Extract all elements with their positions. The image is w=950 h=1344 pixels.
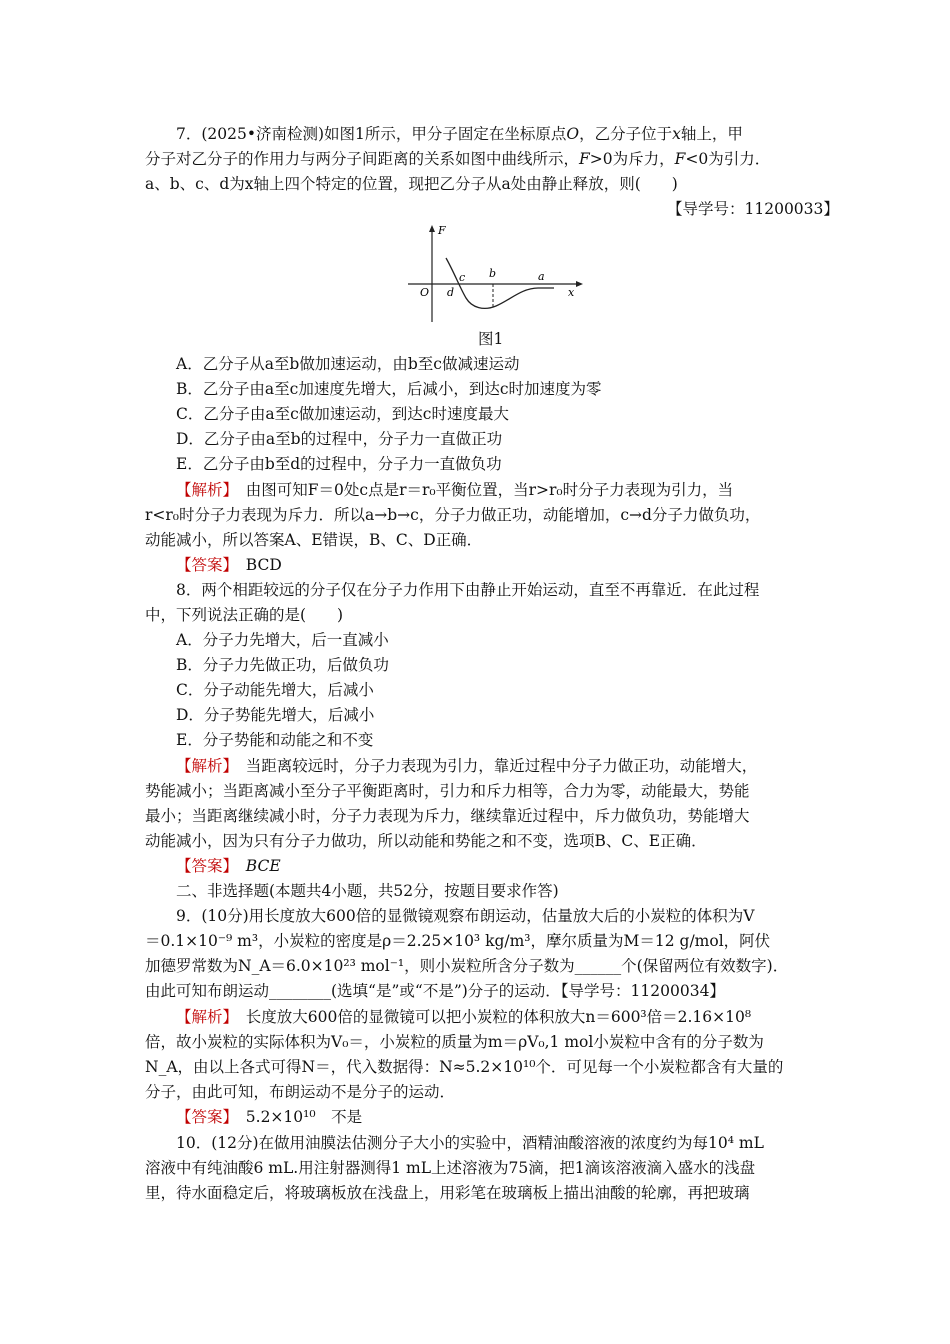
- q10-stem-line-2: 溶液中有纯油酸6 mL.用注射器测得1 mL上述溶液为75滴，把1滴该溶液滴入盛水的浅盘: [145, 1159, 756, 1177]
- q10-stem-line-3: 里，待水面稳定后，将玻璃板放在浅盘上，用彩笔在玻璃板上描出油酸的轮廓，再把玻璃: [145, 1184, 750, 1202]
- q7-stem-text: >0为斥力，: [589, 150, 675, 168]
- q7-origin-symbol: O: [566, 125, 580, 143]
- q7-stem-text: 轴上，甲: [680, 125, 743, 143]
- q7-option-d: D．乙分子由a至b的过程中，分子力一直做正功: [176, 430, 503, 448]
- q7-F-symbol: F: [674, 150, 686, 168]
- q7-analysis-line-3: 动能减小，所以答案A、E错误，B、C、D正确．: [145, 531, 483, 549]
- q9-stem-line-2: ＝0.1×10⁻⁹ m³，小炭粒的密度是ρ＝2.25×10³ kg/m³，摩尔质量为M＝12 g/mol，阿伏: [145, 932, 771, 950]
- q7-analysis-line-1: [176, 480, 733, 500]
- q7-F-symbol: F: [579, 150, 590, 168]
- q7-stem-line-1: [176, 124, 743, 144]
- q8-option-b: B．分子力先做正功，后做负功: [176, 656, 389, 674]
- q8-answer: [176, 856, 281, 876]
- q9-stem-line-3: 加德罗常数为N_A＝6.0×10²³ mol⁻¹，则小炭粒所含分子数为______个(保留两位有效数字)．: [145, 957, 789, 975]
- answer-tag: 【答案】: [176, 1108, 231, 1126]
- q9-analysis-line-3: N_A，由以上各式可得N＝，代入数据得：N≈5.2×10¹⁰个．可见每一个小炭粒都含有大量的: [145, 1058, 784, 1076]
- x-axis-label: x: [568, 286, 575, 299]
- answer-text: BCD: [245, 556, 282, 574]
- q7-x-symbol: x: [672, 125, 681, 143]
- analysis-tag: 【解析】: [176, 757, 231, 775]
- q9-stem-line-1: 9．(10分)用长度放大600倍的显微镜观察布朗运动，估量放大后的小炭粒的体积为V: [176, 907, 755, 925]
- point-b-label: b: [489, 267, 497, 280]
- q8-option-d: D．分子势能先增大，后减小: [176, 706, 375, 724]
- q7-option-c: C．乙分子由a至c做加速运动，到达c时速度最大: [176, 405, 509, 423]
- q7-stem-text: 7．(2025•济南检测)如图1所示，甲分子固定在坐标原点: [176, 125, 567, 143]
- section-heading: 二、非选择题(本题共4小题，共52分，按题目要求作答): [176, 882, 559, 900]
- figure-caption: 图1: [478, 330, 504, 348]
- origin-label: O: [420, 286, 430, 299]
- answer-tag: 【答案】: [176, 556, 231, 574]
- answer-text: BCE: [245, 857, 281, 875]
- answer-tag: 【答案】: [176, 857, 231, 875]
- analysis-tag: 【解析】: [176, 1008, 231, 1026]
- point-a-label: a: [538, 270, 545, 283]
- analysis-text: 由图可知F＝0处c点是r＝r₀平衡位置，当r>r₀时分子力表现为引力，当: [245, 481, 734, 499]
- q7-stem-line-2: [145, 149, 770, 169]
- analysis-text: 长度放大600倍的显微镜可以把小炭粒的体积放大n＝600³倍＝2.16×10⁸: [245, 1008, 752, 1026]
- q9-answer: [176, 1107, 362, 1127]
- F-axis-arrow: [429, 225, 435, 232]
- q8-stem-line-2: 中，下列说法正确的是( ): [145, 606, 344, 624]
- q7-analysis-line-2: r<r₀时分子力表现为斥力．所以a→b→c，分子力做正功，动能增加，c→d分子力做负功，: [145, 506, 761, 524]
- q8-option-e: E．分子势能和动能之和不变: [176, 731, 374, 749]
- q7-answer: [176, 555, 282, 575]
- q7-stem-line-3: a、b、c、d为x轴上四个特定的位置，现把乙分子从a处由静止释放，则( ): [145, 175, 678, 193]
- q8-stem-line-1: 8．两个相距较远的分子仅在分子力作用下由静止开始运动，直至不再靠近．在此过程: [176, 581, 760, 599]
- q9-analysis-line-2: 倍，故小炭粒的实际体积为V₀＝，小炭粒的质量为m＝ρV₀,1 mol小炭粒中含有的分子数为: [145, 1033, 764, 1051]
- q8-analysis-line-3: 最小；当距离继续减小时，分子力表现为斥力，继续靠近过程中，斥力做负功，势能增大: [145, 807, 750, 825]
- point-c-label: c: [459, 271, 466, 284]
- q8-analysis-line-4: 动能减小，因为只有分子力做功，所以动能和势能之和不变，选项B、C、E正确．: [145, 832, 707, 850]
- q8-option-a: A．分子力先增大，后一直减小: [176, 631, 389, 649]
- force-distance-figure: [398, 222, 584, 326]
- q7-stem-text: 分子对乙分子的作用力与两分子间距离的关系如图中曲线所示，: [145, 150, 580, 168]
- q9-stem-line-4: 由此可知布朗运动________(选填“是”或“不是”)分子的运动．【导学号：11200034】: [145, 982, 725, 1000]
- q7-option-a: A．乙分子从a至b做加速运动，由b至c做减速运动: [176, 355, 520, 373]
- q9-analysis-line-4: 分子，由此可知，布朗运动不是分子的运动．: [145, 1083, 456, 1101]
- q8-analysis-line-1: [176, 756, 757, 776]
- point-d-label: d: [447, 286, 455, 299]
- F-axis-label: F: [438, 224, 446, 237]
- q7-option-e: E．乙分子由b至d的过程中，分子力一直做负功: [176, 455, 502, 473]
- analysis-tag: 【解析】: [176, 481, 231, 499]
- analysis-text: 当距离较远时，分子力表现为引力，靠近过程中分子力做正功，动能增大，: [245, 757, 758, 775]
- answer-text: 5.2×10¹⁰ 不是: [245, 1108, 363, 1126]
- q9-analysis-line-1: [176, 1007, 751, 1027]
- q7-stem-text: <0为引力．: [685, 150, 771, 168]
- q10-stem-line-1: 10．(12分)在做用油膜法估测分子大小的实验中，酒精油酸溶液的浓度约为每10⁴ mL: [176, 1134, 764, 1152]
- q7-reference-number: 【导学号：11200033】: [667, 200, 839, 218]
- q7-option-b: B．乙分子由a至c加速度先增大，后减小，到达c时加速度为零: [176, 380, 602, 398]
- q8-analysis-line-2: 势能减小；当距离减小至分子平衡距离时，引力和斥力相等，合力为零，动能最大，势能: [145, 782, 750, 800]
- q8-option-c: C．分子动能先增大，后减小: [176, 681, 374, 699]
- x-axis-arrow: [576, 281, 583, 287]
- q7-stem-text: ，乙分子位于: [579, 125, 673, 143]
